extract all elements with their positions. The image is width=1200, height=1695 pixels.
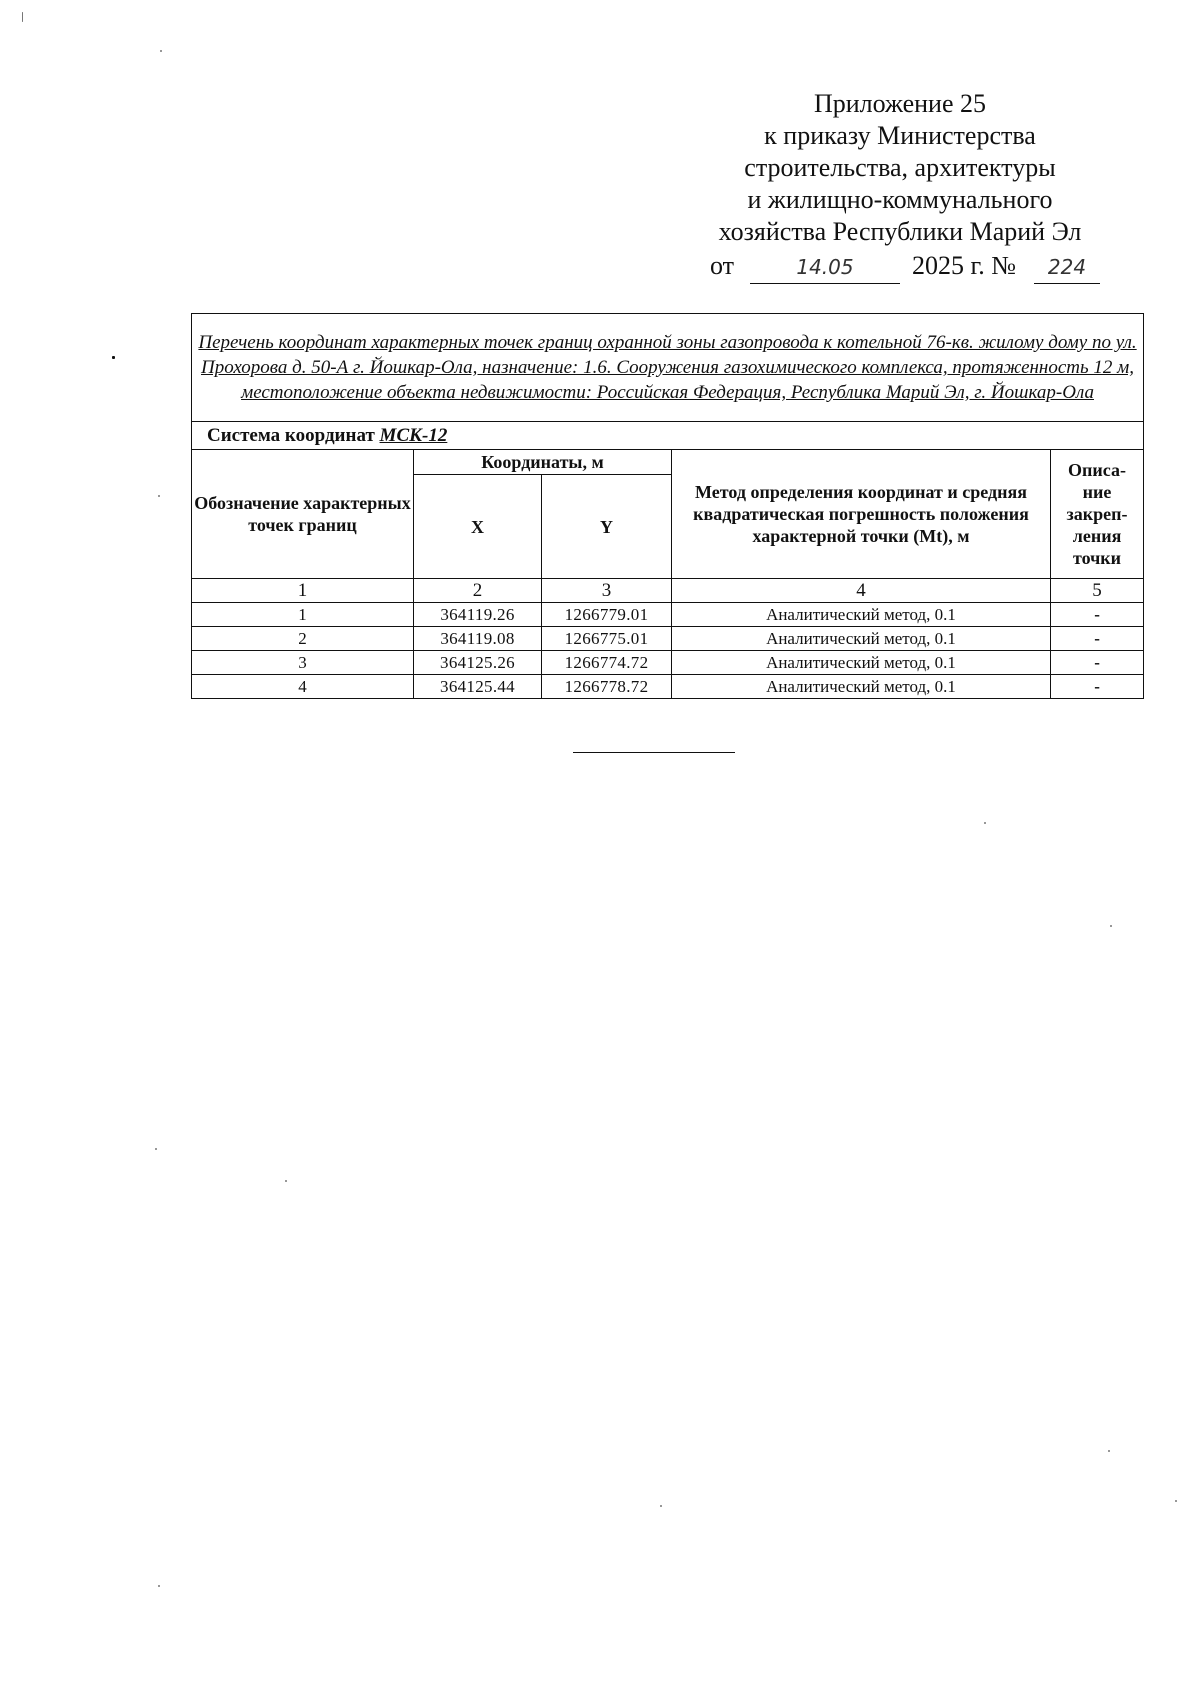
y-coordinate: 1266775.01 xyxy=(542,627,672,651)
header-line-housing: и жилищно-коммунального xyxy=(747,185,1053,214)
end-divider xyxy=(573,752,735,753)
y-coordinate: 1266779.01 xyxy=(542,603,672,627)
header-line-ministry: строительства, архитектуры xyxy=(744,153,1056,182)
coordinate-system-row xyxy=(192,422,1144,450)
description-cell: - xyxy=(1051,603,1144,627)
header-line-republic: хозяйства Республики Марий Эл xyxy=(718,217,1082,246)
column-number: 4 xyxy=(672,579,1051,603)
year-number-label: 2025 г. № xyxy=(912,251,1017,280)
appendix-header xyxy=(640,88,1160,284)
point-id: 4 xyxy=(192,675,414,699)
table-title: Перечень координат характерных точек границ охранной зоны газопровода к котельной 76-кв. жилому дому по ул. Прохорова д. 50-А г. Йошкар-Ола, назначение: 1.6. Сооружения газохимического комплекса, протяженность 12 м, местоположение объекта недвижимости: Российская Федерация, Республика Марий Эл, г. Йошкар-Ола xyxy=(192,314,1144,422)
header-line-order: к приказу Министерства xyxy=(764,121,1036,150)
scan-speck xyxy=(984,822,986,824)
table-row xyxy=(192,627,1144,651)
scan-speck xyxy=(660,1505,662,1507)
coordinate-system-value: МСК-12 xyxy=(379,424,448,446)
description-cell: - xyxy=(1051,651,1144,675)
method-cell: Аналитический метод, 0.1 xyxy=(672,651,1051,675)
header-coordinates: Координаты, м xyxy=(414,450,672,475)
table-row xyxy=(192,651,1144,675)
header-y: Y xyxy=(542,475,672,579)
method-cell: Аналитический метод, 0.1 xyxy=(672,627,1051,651)
description-cell: - xyxy=(1051,675,1144,699)
header-method: Метод определения координат и средняя квадратическая погрешность положения характерной точки (Mt), м xyxy=(672,450,1051,579)
header-point: Обозначение характерных точек границ xyxy=(192,450,414,579)
description-cell: - xyxy=(1051,627,1144,651)
order-date-line xyxy=(640,250,1160,284)
order-number-handwritten: 224 xyxy=(1034,253,1100,284)
point-id: 2 xyxy=(192,627,414,651)
x-coordinate: 364119.26 xyxy=(414,603,542,627)
header-x: X xyxy=(414,475,542,579)
scan-speck xyxy=(22,12,23,22)
method-cell: Аналитический метод, 0.1 xyxy=(672,675,1051,699)
coordinates-table xyxy=(191,313,1144,699)
x-coordinate: 364119.08 xyxy=(414,627,542,651)
table-row xyxy=(192,603,1144,627)
scan-speck xyxy=(1175,1500,1177,1502)
scan-speck xyxy=(1108,1450,1110,1452)
header-description: Описа-ние закреп-ления точки xyxy=(1051,450,1144,579)
point-id: 3 xyxy=(192,651,414,675)
column-number: 3 xyxy=(542,579,672,603)
order-date-handwritten: 14.05 xyxy=(750,253,900,284)
column-number: 2 xyxy=(414,579,542,603)
scan-speck xyxy=(155,1148,157,1150)
from-label: от xyxy=(710,251,735,280)
method-cell: Аналитический метод, 0.1 xyxy=(672,603,1051,627)
x-coordinate: 364125.26 xyxy=(414,651,542,675)
scan-speck xyxy=(158,1585,160,1587)
scan-speck xyxy=(1110,925,1112,927)
y-coordinate: 1266778.72 xyxy=(542,675,672,699)
scan-speck xyxy=(285,1180,287,1182)
table-row xyxy=(192,675,1144,699)
scan-speck xyxy=(158,495,160,497)
column-number: 5 xyxy=(1051,579,1144,603)
scan-speck xyxy=(160,50,162,52)
x-coordinate: 364125.44 xyxy=(414,675,542,699)
point-id: 1 xyxy=(192,603,414,627)
appendix-title: Приложение 25 xyxy=(813,89,987,118)
y-coordinate: 1266774.72 xyxy=(542,651,672,675)
coordinate-system-label: Система координат xyxy=(207,424,375,446)
scan-speck xyxy=(112,356,115,359)
column-number: 1 xyxy=(192,579,414,603)
